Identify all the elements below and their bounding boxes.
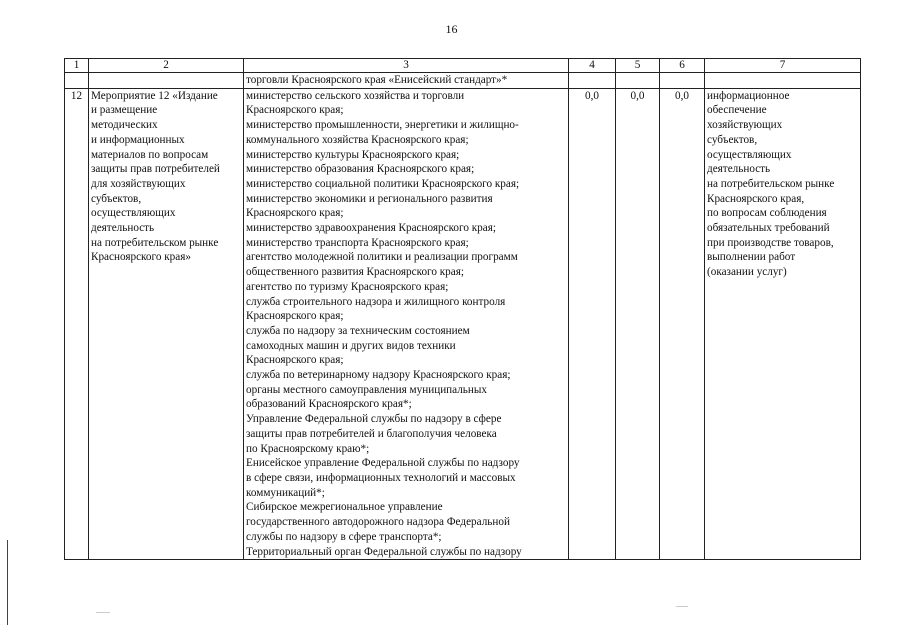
event-title: Мероприятие 12 «Издание и размещение методических и информационных материалов по вопросам защиты прав потребителей для хозяйствующих субъектов, осуществляющих деятельность на потребительском рынке Красноярского края» xyxy=(89,88,244,560)
row-number: 12 xyxy=(65,88,89,560)
header-row xyxy=(65,59,861,73)
cont-cell-7 xyxy=(705,73,861,89)
value-col-4: 0,0 xyxy=(569,88,616,560)
header-col-3: 3 xyxy=(244,59,569,73)
value-col-6: 0,0 xyxy=(660,88,705,560)
cont-cell-3: торговли Красноярского края «Енисейский стандарт»* xyxy=(244,73,569,89)
cont-cell-1 xyxy=(65,73,89,89)
program-table xyxy=(64,58,861,560)
executors-list: министерство сельского хозяйства и торговли Красноярского края; министерство промышленности, энергетики и жилищно- коммунального хозяйства Красноярского края; министерство культуры Красноярского края; министерство образования Красноярского края; министерство социальной политики Красноярского края; министерство экономики и регионального развития Красноярского края; министерство здравоохранения Красноярского края; министерство транспорта Красноярского края; агентство молодежной политики и реализации программ общественного развития Красноярского края; агентство по туризму Красноярского края; служба строительного надзора и жилищного контроля Красноярского края; служба по надзору за техническим состоянием самоходных машин и других видов техники Красноярского края; служба по ветеринарному надзору Красноярского края; органы местного самоуправления муниципальных образований Красноярского края*; Управление Федеральной службы по надзору в сфере защиты прав потребителей и благополучия человека по Красноярскому краю*; Енисейское управление Федеральной службы по надзору в сфере связи, информационных технологий и массовых коммуникаций*; Сибирское межрегиональное управление государственного автодорожного надзора Федеральной службы по надзору в сфере транспорта*; Территориальный орган Федеральной службы по надзору xyxy=(244,88,569,560)
header-col-1: 1 xyxy=(65,59,89,73)
cont-cell-4 xyxy=(569,73,616,89)
header-col-7: 7 xyxy=(705,59,861,73)
cont-cell-6 xyxy=(660,73,705,89)
cont-cell-5 xyxy=(616,73,660,89)
header-col-5: 5 xyxy=(616,59,660,73)
cont-cell-2 xyxy=(89,73,244,89)
scan-speck xyxy=(676,606,688,607)
page-number: 16 xyxy=(445,22,458,36)
scan-speck xyxy=(96,612,110,613)
header-col-2: 2 xyxy=(89,59,244,73)
header-col-6: 6 xyxy=(660,59,705,73)
header-col-4: 4 xyxy=(569,59,616,73)
continuation-row xyxy=(65,73,861,89)
value-col-5: 0,0 xyxy=(616,88,660,560)
scan-edge-line xyxy=(7,540,8,625)
table-row xyxy=(65,88,861,560)
expected-result: информационное обеспечение хозяйствующих субъектов, осуществляющих деятельность на потребительском рынке Красноярского края, по вопросам соблюдения обязательных требований при производстве товаров, выполнении работ (оказании услуг) xyxy=(705,88,861,560)
